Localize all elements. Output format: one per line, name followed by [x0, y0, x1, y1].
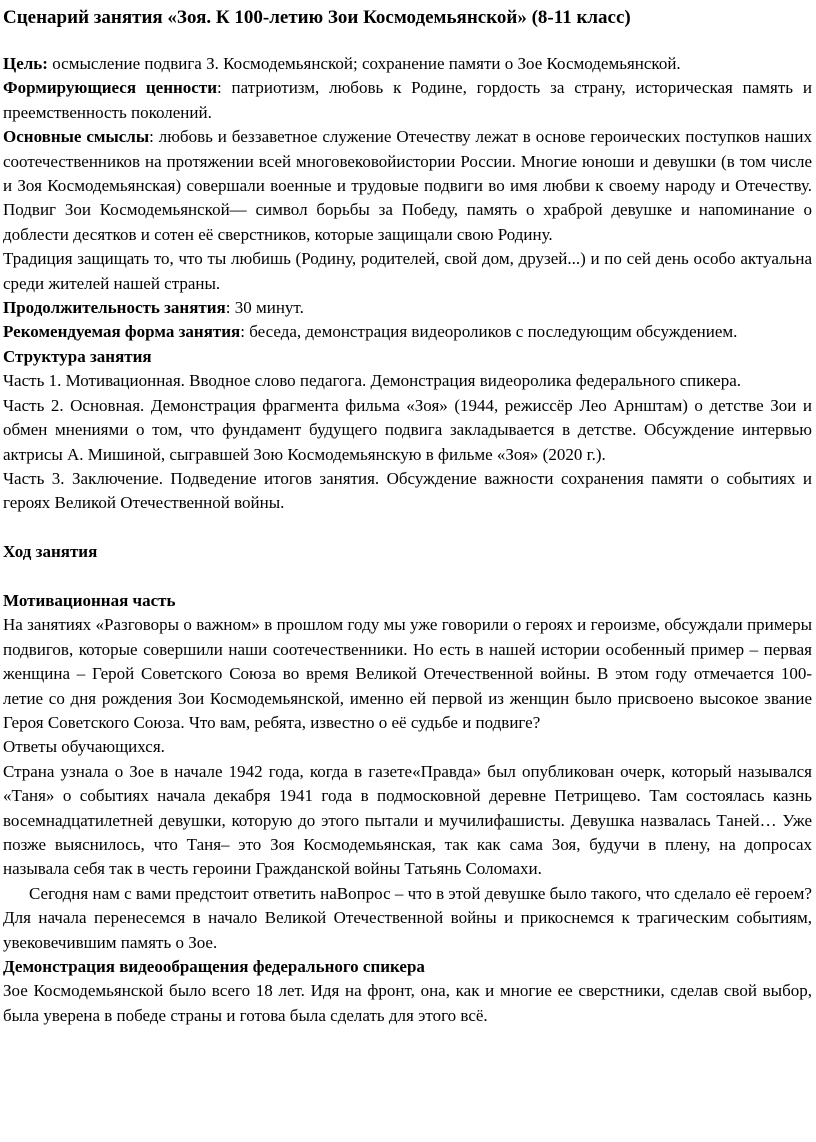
duration-paragraph — [3, 296, 812, 320]
form-label: Рекомендуемая форма занятия — [3, 322, 241, 342]
lesson-paragraph-1: На занятиях «Разговоры о важном» в прошлом году мы уже говорили о героях и героизме, обсуждали примеры подвигов, которые совершили наши соотечественники. Но есть в нашей истории особенный пример – первая женщина – Герой Советского Союза во время Великой Отечественной войны. В этом году отмечается 100-летие со дня рождения Зои Космодемьянской, именно ей первой из женщин было присвоено высокое звание Героя Советского Союза. Что вам, ребята, известно о её судьбе и подвиге? — [3, 615, 812, 732]
video-heading: Демонстрация видеообращения федерального спикера — [3, 957, 425, 976]
goal-label: Цель: — [3, 54, 48, 73]
structure-part-2: Часть 2. Основная. Демонстрация фрагмента фильма «Зоя» (1944, режиссёр Лео Арнштам) о детстве Зои и обмен мнениями о том, что фундамент будущего подвига закладывается в детстве. Обсуждение интервью актрисы А. Мишиной, сыгравшей Зою Космодемьянскую в фильме «Зоя» (2020 г.). — [3, 395, 812, 464]
lesson-paragraph-5: Для начала перенесемся в начало Великой Отечественной войны и прикоснемся к трагическим событиям, увековечившим память о Зое. — [3, 908, 812, 952]
values-text: : патриотизм, любовь к Родине, гордость за страну, историческая память и преемственность поколений. — [3, 78, 812, 122]
duration-text: : 30 минут. — [225, 298, 304, 318]
motivation-heading: Мотивационная часть — [3, 590, 176, 610]
meanings-label: Основные смыслы — [3, 127, 150, 147]
duration-label: Продолжительность занятия — [3, 298, 226, 318]
lesson-heading: Ход занятия — [3, 542, 98, 562]
meanings-paragraph — [3, 125, 812, 247]
lesson-paragraph-4: Сегодня нам с вами предстоит ответить наВопрос – что в этой девушке было такого, что сделало её героем? — [29, 883, 812, 903]
form-text: : беседа, демонстрация видеороликов с последующим обсуждением. — [240, 322, 738, 342]
goal-text: осмысление подвига З. Космодемьянской; сохранение памяти о Зое Космодемьянской. — [47, 54, 681, 73]
tradition-paragraph: Традиция защищать то, что ты любишь (Родину, родителей, свой дом, друзей...) и по сей день особо актуальна среди жителей нашей страны. — [3, 249, 812, 293]
form-paragraph — [3, 320, 812, 344]
lesson-paragraph-3: Страна узнала о Зое в начале 1942 года, когда в газете«Правда» был опубликован очерк, который назывался «Таня» о событиях начала декабря 1941 года в подмосковной деревне Петрищево. Там состоялась казнь восемнадцатилетней девушки, которую до этого пытали и мучилифашисты. Девушка назвалась Таней… Уже позже выяснилось, что Таня– это Зоя Космодемьянская, так как сама Зоя, будучи в плену, на допросах называла себя так в честь героини Гражданской войны Татьянь Соломахи. — [3, 761, 812, 879]
page-title: Сценарий занятия «Зоя. К 100-летию Зои Космодемьянской» (8-11 класс) — [3, 7, 631, 28]
goal-paragraph — [3, 52, 812, 76]
structure-part-1: Часть 1. Мотивационная. Вводное слово педагога. Демонстрация видеоролика федерального спикера. — [3, 371, 741, 391]
lesson-paragraph-6: Зое Космодемьянской было всего 18 лет. Идя на фронт, она, как и многие ее сверстники, сделав свой выбор, была уверена в победе страны и готова была сделать для этого всё. — [3, 981, 812, 1025]
lesson-paragraph-2: Ответы обучающихся. — [3, 737, 165, 757]
values-paragraph — [3, 76, 812, 125]
structure-heading: Структура занятия — [3, 346, 152, 366]
structure-part-3: Часть 3. Заключение. Подведение итогов занятия. Обсуждение важности сохранения памяти о событиях и героях Великой Отечественной войны. — [3, 468, 812, 513]
spacer — [3, 516, 812, 540]
values-label: Формирующиеся ценности — [3, 78, 217, 98]
meanings-text: : любовь и беззаветное служение Отечеству лежат в основе героических поступков наших соотечественников на протяжении всей многовековойистории России. Многие юноши и девушки (в том числе и Зоя Космодемьянская) совершали военные и трудовые подвиги во имя любви к своему народу и Отечеству. Подвиг Зои Космодемьянской— символ борьбы за Победу, память о храброй девушке и напоминание о доблести десятков и сотен её сверстников, которые защищали свою Родину. — [3, 127, 812, 244]
spacer — [3, 565, 812, 589]
